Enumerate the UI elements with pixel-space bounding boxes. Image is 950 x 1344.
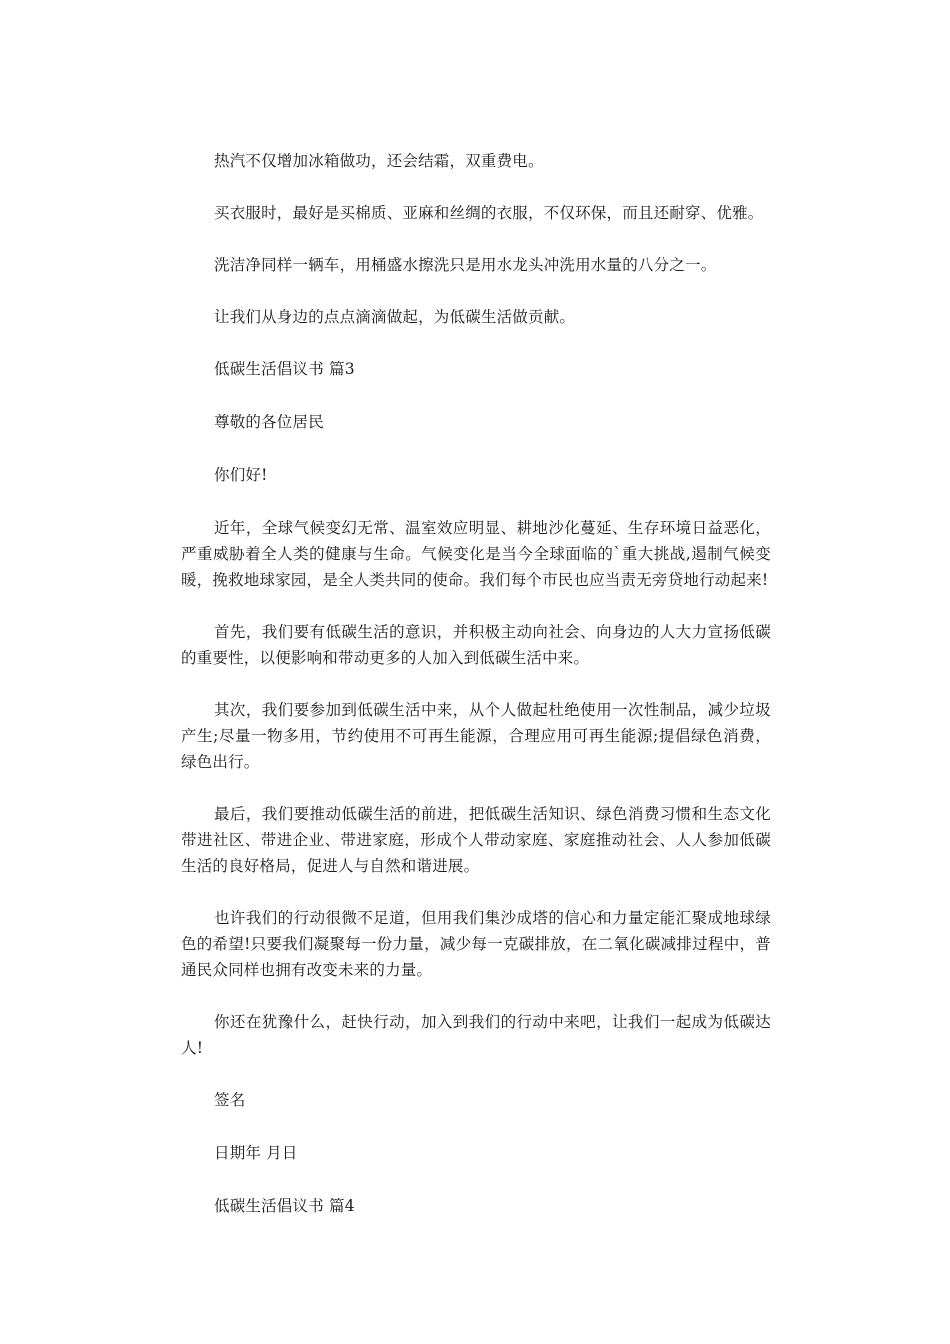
paragraph-call-to-action: 让我们从身边的点点滴滴做起，为低碳生活做贡献。: [214, 308, 576, 326]
paragraph-fridge-steam: 热汽不仅增加冰箱做功，还会结霜，双重费电。: [214, 152, 544, 170]
section-heading-4: 低碳生活倡议书 篇4: [214, 1197, 355, 1215]
paragraph-finally: 最后，我们要推动低碳生活的前进，把低碳生活知识、绿色消费习惯和生态文化带进社区、带进企业、带进家庭，形成个人带动家庭、家庭推动社会、人人参加低碳生活的良好格局，促进人与自然和谐进展。: [181, 805, 771, 875]
date-line: 日期年 月日: [214, 1144, 298, 1162]
salutation: 尊敬的各位居民: [214, 413, 324, 431]
paragraph-hope: 也许我们的行动很微不足道，但用我们集沙成塔的信心和力量定能汇聚成地球绿色的希望!只要我们凝聚每一份力量，减少每一克碳排放，在二氧化碳减排过程中，普通民众同样也拥有改变未来的力量。: [181, 909, 771, 979]
paragraph-second: 其次，我们要参加到低碳生活中来，从个人做起杜绝使用一次性制品，减少垃圾产生;尽量一物多用，节约使用不可再生能源，合理应用可再生能源;提倡绿色消费，绿色出行。: [181, 701, 771, 771]
paragraph-first: 首先，我们要有低碳生活的意识，并积极主动向社会、向身边的人大力宣扬低碳的重要性，以便影响和带动更多的人加入到低碳生活中来。: [181, 623, 771, 667]
paragraph-climate-intro: 近年，全球气候变幻无常、温室效应明显、耕地沙化蔓延、生存环境日益恶化，严重威胁着全人类的健康与生命。气候变化是当今全球面临的`重大挑战,遏制气候变暖，挽救地球家园，是全人类共同的使命。我们每个市民也应当责无旁贷地行动起来!: [181, 519, 771, 589]
paragraph-hesitate: 你还在犹豫什么，赶快行动，加入到我们的行动中来吧，让我们一起成为低碳达人!: [181, 1013, 771, 1057]
section-heading-3: 低碳生活倡议书 篇3: [214, 360, 355, 378]
paragraph-car-wash: 洗洁净同样一辆车，用桶盛水擦洗只是用水龙头冲洗用水量的八分之一。: [214, 256, 717, 274]
paragraph-clothes: 买衣服时，最好是买棉质、亚麻和丝绸的衣服，不仅环保，而且还耐穿、优雅。: [214, 204, 764, 222]
signature-line: 签名: [214, 1091, 246, 1109]
document-body: [181, 148, 771, 1246]
greeting: 你们好!: [214, 466, 268, 484]
